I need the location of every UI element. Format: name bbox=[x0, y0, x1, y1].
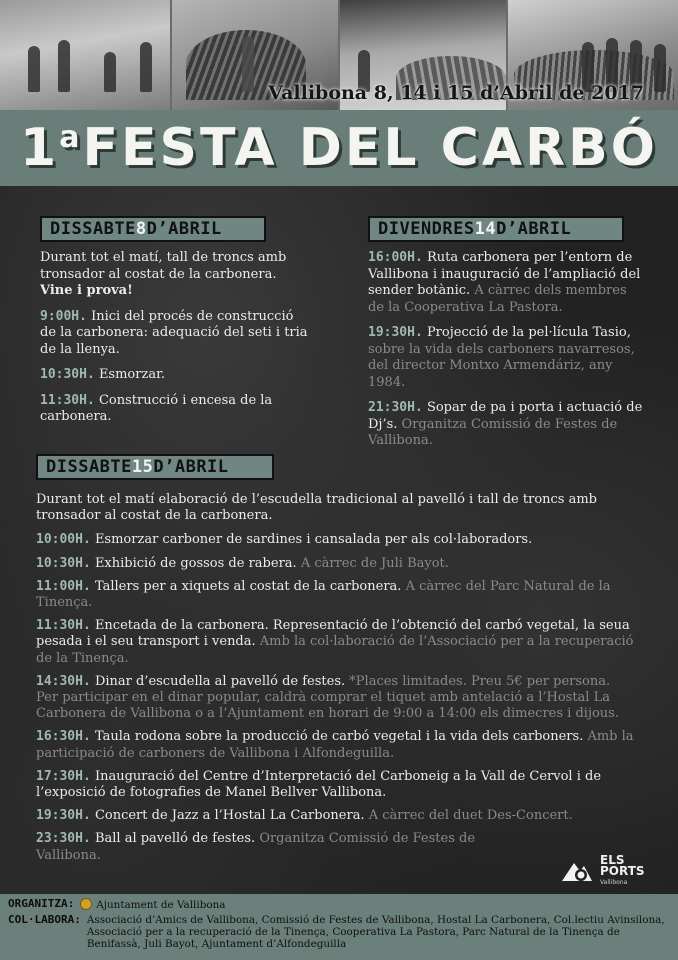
event-note: sobre la vida dels carboners navarresos, del director Montxo Armendáriz, any 1984. bbox=[368, 341, 635, 390]
event-note: A càrrec dels membres de la Cooperativa La Pastora. bbox=[368, 283, 627, 315]
event-text: Inauguració del Centre d’Interpretació del Carboneig a la Vall de Cervol i de l’exposició de fotografies de Manel Bellver Vallibona. bbox=[36, 768, 602, 801]
day1-intro bbox=[40, 250, 310, 300]
event-note: A càrrec del Parc Natural de la Tinença. bbox=[36, 578, 611, 611]
day1-intro-strong: Vine i prova! bbox=[40, 283, 133, 298]
els-ports-logo-icon bbox=[560, 857, 594, 885]
title-prefix: 1 bbox=[20, 118, 60, 178]
page-title bbox=[20, 118, 658, 178]
event-time: 14:30H. bbox=[36, 673, 91, 689]
event-text: Concert de Jazz a l’Hostal La Carbonera. bbox=[94, 808, 365, 824]
credits-footer bbox=[0, 894, 678, 960]
day-label-post: D’ABRIL bbox=[496, 219, 572, 239]
day-label-dissabte-8 bbox=[40, 216, 266, 242]
event-note: Organitza Comissió de Festes de Vallibona. bbox=[36, 831, 476, 863]
els-ports-logo-text bbox=[600, 852, 645, 888]
event-note: Amb la col·laboració de l’Associació per a la recuperació de la Tinença. bbox=[36, 634, 634, 666]
event-note: Organitza Comissió de Festes de Vallibona. bbox=[368, 416, 618, 448]
logo-line-3: Vallibona bbox=[600, 878, 628, 886]
organitza-value bbox=[80, 898, 225, 911]
day3-item-4 bbox=[36, 618, 636, 667]
day-label-post: D’ABRIL bbox=[153, 457, 229, 477]
event-time: 10:30H. bbox=[36, 555, 91, 571]
logo-line-2: PORTS bbox=[600, 863, 645, 878]
day2-program bbox=[368, 250, 644, 459]
title-band bbox=[0, 110, 678, 186]
event-time: 11:30H. bbox=[36, 618, 91, 634]
event-time: 16:00H. bbox=[368, 250, 423, 265]
event-time: 21:30H. bbox=[368, 400, 423, 415]
event-time: 19:30H. bbox=[36, 808, 91, 824]
organitza-row bbox=[8, 898, 668, 911]
event-text: Sopar de pa i porta i actuació de Dj’s. bbox=[368, 400, 643, 432]
organitza-text: Ajuntament de Vallibona bbox=[96, 899, 226, 911]
els-ports-logo bbox=[560, 854, 660, 888]
day3-item-3 bbox=[36, 579, 636, 611]
event-text: Inici del procés de construcció de la carbonera: adequació del seti i tria de la llenya. bbox=[40, 308, 308, 357]
day3-item-7 bbox=[36, 769, 636, 801]
photo-men-sawing bbox=[0, 0, 172, 110]
event-text: Encetada de la carbonera. Representació de l’obtenció del carbó vegetal, la seua pesada i el seu transport i venda. bbox=[36, 618, 630, 650]
event-time: 11:00H. bbox=[36, 578, 91, 594]
day-label-post: D’ABRIL bbox=[146, 219, 222, 239]
day-label-pre: DIVENDRES bbox=[378, 219, 475, 239]
day1-item-2 bbox=[40, 367, 310, 384]
day3-item-6 bbox=[36, 729, 636, 761]
event-time: 19:30H. bbox=[368, 325, 423, 340]
day1-intro-text: Durant tot el matí, tall de troncs amb tronsador al costat de la carbonera. bbox=[40, 250, 287, 282]
day3-program bbox=[36, 492, 636, 871]
event-text: Dinar d’escudella al pavelló de festes. bbox=[94, 673, 346, 689]
day-label-pre: DISSABTE bbox=[46, 457, 132, 477]
event-time: 17:30H. bbox=[36, 768, 91, 784]
day-label-num: 8 bbox=[135, 219, 147, 239]
day-label-pre: DISSABTE bbox=[50, 219, 136, 239]
town-seal-icon bbox=[80, 898, 92, 910]
day2-item-2 bbox=[368, 325, 644, 391]
day3-item-9 bbox=[36, 831, 536, 863]
event-text: Esmorzar. bbox=[98, 367, 165, 382]
event-time: 11:30H. bbox=[40, 392, 95, 408]
day-label-dissabte-15 bbox=[36, 454, 274, 480]
event-time: 10:30H. bbox=[40, 367, 95, 382]
day3-intro: Durant tot el matí elaboració de l’escudella tradicional al pavelló i tall de troncs amb tronsador al costat de la carbonera. bbox=[36, 492, 598, 524]
colabora-row bbox=[8, 914, 668, 950]
event-text: Ruta carbonera per l’entorn de Vallibona i inauguració de l’ampliació del sender botànic. bbox=[368, 250, 641, 298]
colabora-text: Associació d’Amics de Vallibona, Comissió de Festes de Vallibona, Hostal La Carbonera, Col.lectiu Avinsilona, Associació per a la recuperació de la Tinença, Cooperativa La Pastora, Parc Natural de la Tinença de Benifassà, Juli Bayot, Ajuntament d’Alfondeguilla bbox=[86, 914, 665, 950]
title-superscript: a bbox=[59, 120, 83, 155]
day-label-num: 15 bbox=[131, 457, 154, 477]
event-time: 16:30H. bbox=[36, 729, 91, 745]
day3-item-1 bbox=[36, 532, 636, 548]
event-note: A càrrec de Juli Bayot. bbox=[300, 555, 449, 571]
event-text: Exhibició de gossos de rabera. bbox=[94, 555, 297, 571]
event-date-line: Vallibona 8, 14 i 15 d’Abril de 2017 bbox=[268, 82, 644, 104]
event-note: A càrrec del duet Des-Concert. bbox=[368, 808, 573, 824]
logo-line-1: ELS bbox=[600, 852, 625, 867]
organitza-label: ORGANITZA: bbox=[8, 897, 75, 910]
event-text: Projecció de la pel·lícula Tasio, bbox=[426, 325, 631, 340]
event-text: Esmorzar carboner de sardines i cansalada per als col·laboradors. bbox=[94, 532, 533, 548]
day-label-num: 14 bbox=[474, 219, 497, 239]
day-label-divendres-14 bbox=[368, 216, 624, 242]
event-note: *Places limitades. Preu 5€ per persona. Per participar en el dinar popular, caldrà comprar el tiquet amb antelació a l’Hostal La Carbonera de Vallibona o a l’Ajuntament en horari de 9:00 a 14:00 els dimecres i dijous. bbox=[36, 673, 619, 722]
day3-item-5 bbox=[36, 674, 636, 723]
event-time: 10:00H. bbox=[36, 532, 91, 548]
event-text: Ball al pavelló de festes. bbox=[94, 831, 256, 847]
day1-item-3 bbox=[40, 393, 310, 426]
day2-item-3 bbox=[368, 400, 644, 450]
event-text: Taula rodona sobre la producció de carbó vegetal i la vida dels carboners. bbox=[94, 729, 584, 745]
event-note: Amb la participació de carboners de Vallibona i Alfondeguilla. bbox=[36, 729, 634, 761]
event-time: 23:30H. bbox=[36, 831, 91, 847]
day2-item-1 bbox=[368, 250, 644, 316]
title-text: FESTA DEL CARBÓ bbox=[82, 118, 658, 178]
event-text: Construcció i encesa de la carbonera. bbox=[40, 392, 273, 424]
colabora-label: COL·LABORA: bbox=[8, 913, 81, 926]
event-text: Tallers per a xiquets al costat de la carbonera. bbox=[94, 578, 402, 594]
day1-program bbox=[40, 250, 310, 435]
event-time: 9:00H. bbox=[40, 308, 87, 324]
day1-item-1 bbox=[40, 309, 310, 359]
program-body bbox=[0, 186, 678, 894]
day3-item-8 bbox=[36, 808, 636, 824]
day3-item-2 bbox=[36, 556, 636, 572]
